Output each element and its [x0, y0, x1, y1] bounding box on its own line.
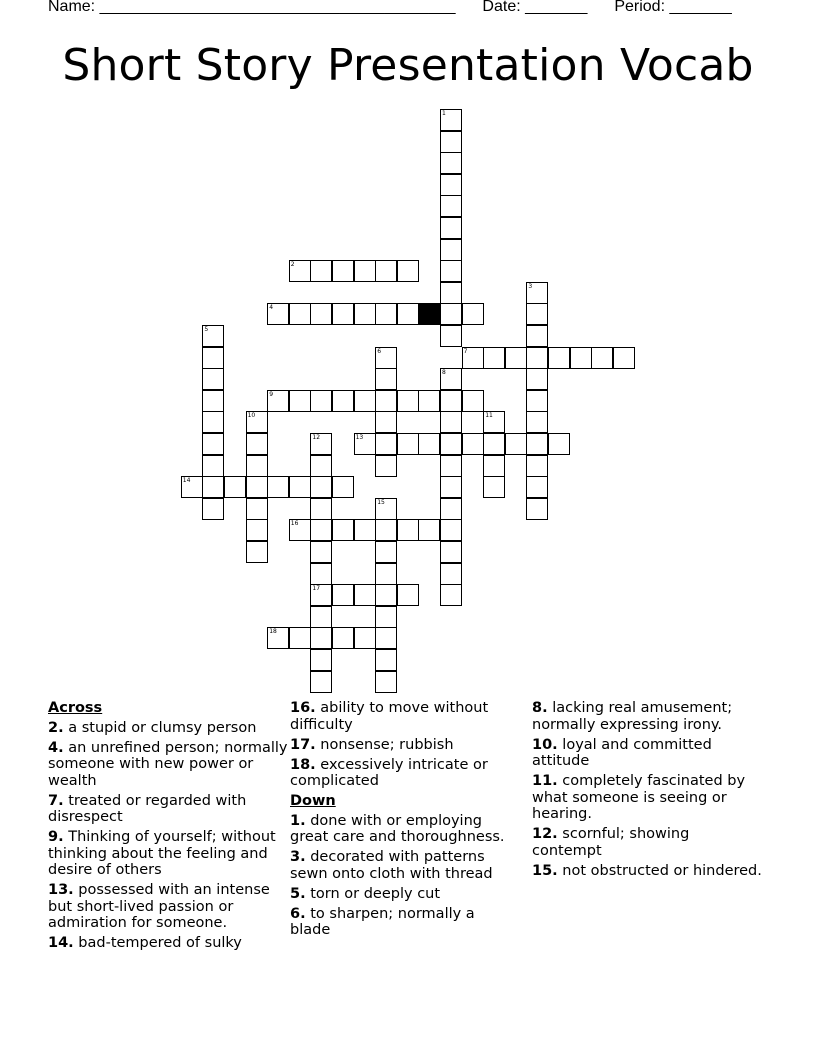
grid-cell[interactable]	[375, 303, 397, 325]
clue-column-3	[532, 700, 762, 883]
grid-cell[interactable]	[418, 433, 440, 455]
grid-cell[interactable]	[462, 303, 484, 325]
clue-across-14: 14. bad-tempered of sulky	[48, 935, 242, 951]
clue-column-2	[290, 700, 510, 942]
grid-cell[interactable]	[332, 476, 354, 498]
clue-number-label: 3	[528, 282, 533, 290]
grid-cell[interactable]	[440, 498, 462, 520]
grid-cell[interactable]	[310, 671, 332, 693]
grid-cell[interactable]	[613, 347, 635, 369]
grid-cell[interactable]	[310, 303, 332, 325]
period-field[interactable]: Period: _______	[614, 0, 732, 15]
grid-cell[interactable]	[289, 260, 311, 282]
name-field[interactable]: Name: ________________________________________	[48, 0, 456, 15]
clue-number-label: 10	[247, 412, 256, 420]
grid-cell[interactable]	[440, 325, 462, 347]
grid-cell[interactable]	[397, 519, 419, 541]
grid-cell[interactable]	[526, 455, 548, 477]
grid-cell[interactable]	[224, 476, 246, 498]
grid-cell[interactable]	[332, 519, 354, 541]
grid-cell[interactable]	[310, 476, 332, 498]
grid-cell[interactable]	[440, 541, 462, 563]
grid-cell[interactable]	[440, 433, 462, 455]
clue-down-5: 5. torn or deeply cut	[290, 885, 441, 902]
grid-cell[interactable]	[526, 347, 548, 369]
grid-cell[interactable]	[202, 476, 224, 498]
clue-across-13: 13. possessed with an intense but short-lived passion or admiration for someone.	[48, 882, 270, 931]
clue-across-16: 16. ability to move without difficulty	[290, 700, 489, 733]
grid-cell[interactable]	[397, 390, 419, 412]
grid-cell[interactable]	[375, 347, 397, 369]
grid-cell[interactable]	[354, 390, 376, 412]
grid-cell[interactable]	[440, 217, 462, 239]
grid-cell[interactable]	[505, 347, 527, 369]
grid-cell[interactable]	[310, 519, 332, 541]
grid-cell[interactable]	[354, 260, 376, 282]
clue-down-11: 11. completely fascinated by what someone is seeing or hearing.	[532, 773, 746, 822]
grid-cell[interactable]	[375, 627, 397, 649]
grid-cell[interactable]	[591, 347, 613, 369]
grid-cell[interactable]	[310, 627, 332, 649]
clue-across-7: 7. treated or regarded with disrespect	[48, 792, 247, 825]
grid-cell[interactable]	[246, 411, 268, 433]
grid-cell[interactable]	[483, 476, 505, 498]
grid-cell[interactable]	[375, 260, 397, 282]
grid-cell[interactable]	[375, 541, 397, 563]
grid-cell[interactable]	[267, 303, 289, 325]
grid-cell[interactable]	[397, 260, 419, 282]
grid-cell[interactable]	[354, 433, 376, 455]
grid-cell[interactable]	[526, 368, 548, 390]
grid-cell[interactable]	[310, 563, 332, 585]
clue-down-15: 15. not obstructed or hindered.	[532, 862, 762, 879]
grid-cell[interactable]	[440, 563, 462, 585]
grid-cell[interactable]	[462, 347, 484, 369]
clue-across-4: 4. an unrefined person; normally someone with new power or wealth	[48, 739, 288, 789]
grid-cell[interactable]	[397, 433, 419, 455]
clue-column-1	[48, 700, 288, 955]
grid-cell[interactable]	[267, 627, 289, 649]
grid-cell[interactable]	[505, 433, 527, 455]
grid-cell[interactable]	[310, 455, 332, 477]
grid-cell[interactable]	[354, 303, 376, 325]
grid-cell[interactable]	[375, 455, 397, 477]
grid-cell[interactable]	[548, 433, 570, 455]
grid-cell[interactable]	[440, 519, 462, 541]
grid-cell[interactable]	[375, 563, 397, 585]
grid-cell[interactable]	[310, 606, 332, 628]
grid-cell[interactable]	[246, 519, 268, 541]
grid-cell[interactable]	[332, 260, 354, 282]
grid-cell[interactable]	[440, 239, 462, 261]
grid-cell[interactable]	[440, 174, 462, 196]
page-title: Short Story Presentation Vocab	[62, 40, 754, 91]
grid-cell[interactable]	[267, 390, 289, 412]
clue-number-label: 1	[442, 110, 446, 117]
grid-cell[interactable]	[202, 325, 224, 347]
grid-cell[interactable]	[483, 411, 505, 433]
grid-cell[interactable]	[375, 584, 397, 606]
grid-cell[interactable]	[440, 260, 462, 282]
clue-down-3: 3. decorated with patterns sewn onto cloth with thread	[290, 849, 493, 882]
grid-cell[interactable]	[202, 390, 224, 412]
down-heading: Down	[290, 793, 336, 809]
clue-down-1: 1. done with or employing great care and thoroughness.	[290, 812, 505, 845]
grid-cell[interactable]	[354, 519, 376, 541]
grid-cell[interactable]	[418, 519, 440, 541]
grid-cell[interactable]	[246, 498, 268, 520]
grid-cell[interactable]	[375, 519, 397, 541]
grid-cell[interactable]	[548, 347, 570, 369]
clue-number-label: 11	[485, 412, 493, 420]
grid-cell[interactable]	[246, 476, 268, 498]
clue-number-label: 14	[182, 477, 191, 485]
grid-cell[interactable]	[202, 498, 224, 520]
grid-cell[interactable]	[246, 541, 268, 563]
grid-cell[interactable]	[332, 390, 354, 412]
grid-cell[interactable]	[483, 455, 505, 477]
grid-cell[interactable]	[289, 390, 311, 412]
grid-cell[interactable]	[440, 303, 462, 325]
grid-cell[interactable]	[375, 390, 397, 412]
clue-across-18: 18. excessively intricate or complicated	[290, 756, 488, 789]
grid-cell[interactable]	[526, 390, 548, 412]
grid-block-cell	[418, 303, 440, 325]
grid-cell[interactable]	[354, 627, 376, 649]
grid-cell[interactable]	[526, 325, 548, 347]
clue-down-8: 8. lacking real amusement; normally expressing irony.	[532, 700, 733, 733]
grid-cell[interactable]	[440, 584, 462, 606]
grid-cell[interactable]	[440, 152, 462, 174]
grid-cell[interactable]	[526, 411, 548, 433]
grid-cell[interactable]	[310, 260, 332, 282]
grid-cell[interactable]	[526, 282, 548, 304]
grid-cell[interactable]	[246, 455, 268, 477]
grid-cell[interactable]	[397, 584, 419, 606]
grid-cell[interactable]	[440, 476, 462, 498]
grid-cell[interactable]	[570, 347, 592, 369]
grid-cell[interactable]	[354, 584, 376, 606]
clue-across-2: 2. a stupid or clumsy person	[48, 719, 257, 736]
clue-across-17: 17. nonsense; rubbish	[290, 736, 454, 753]
clue-down-12: 12. scornful; showing contempt	[532, 826, 690, 859]
grid-cell[interactable]	[332, 584, 354, 606]
grid-cell[interactable]	[462, 433, 484, 455]
grid-cell[interactable]	[440, 411, 462, 433]
grid-cell[interactable]	[440, 109, 462, 131]
grid-cell[interactable]	[375, 411, 397, 433]
grid-cell[interactable]	[202, 455, 224, 477]
grid-cell[interactable]	[202, 347, 224, 369]
grid-cell[interactable]	[526, 498, 548, 520]
grid-cell[interactable]	[289, 519, 311, 541]
grid-cell[interactable]	[462, 390, 484, 412]
clue-number-label: 16	[290, 520, 299, 528]
grid-cell[interactable]	[526, 433, 548, 455]
grid-cell[interactable]	[483, 347, 505, 369]
clue-number-label: 6	[377, 347, 382, 355]
clue-across-9: 9. Thinking of yourself; without thinking about the feeling and desire of others	[48, 829, 276, 878]
grid-cell[interactable]	[289, 476, 311, 498]
grid-cell[interactable]	[375, 671, 397, 693]
grid-cell[interactable]	[310, 541, 332, 563]
clue-number-label: 12	[312, 434, 321, 441]
grid-cell[interactable]	[375, 368, 397, 390]
across-heading: Across	[48, 700, 103, 716]
clue-number-label: 9	[269, 390, 274, 398]
grid-cell[interactable]	[440, 368, 462, 390]
grid-cell[interactable]	[202, 411, 224, 433]
clue-number-label: 18	[269, 628, 277, 636]
grid-cell[interactable]	[332, 303, 354, 325]
grid-cell[interactable]	[440, 455, 462, 477]
clue-number-label: 17	[312, 585, 321, 593]
clue-number-label: 4	[269, 304, 274, 312]
grid-cell[interactable]	[332, 627, 354, 649]
clue-number-label: 5	[204, 326, 209, 333]
grid-cell[interactable]	[526, 476, 548, 498]
grid-cell[interactable]	[397, 303, 419, 325]
grid-cell[interactable]	[289, 627, 311, 649]
grid-cell[interactable]	[310, 498, 332, 520]
grid-cell[interactable]	[202, 433, 224, 455]
clue-number-label: 8	[442, 369, 446, 377]
grid-cell[interactable]	[418, 390, 440, 412]
grid-cell[interactable]	[289, 303, 311, 325]
grid-cell[interactable]	[483, 433, 505, 455]
clue-number-label: 2	[290, 261, 295, 269]
clue-number-label: 7	[463, 347, 468, 355]
grid-cell[interactable]	[375, 498, 397, 520]
grid-cell[interactable]	[375, 433, 397, 455]
grid-cell[interactable]	[440, 390, 462, 412]
grid-cell[interactable]	[310, 390, 332, 412]
grid-cell[interactable]	[310, 584, 332, 606]
clue-number-label: 13	[355, 434, 364, 441]
grid-cell[interactable]	[181, 476, 203, 498]
grid-cell[interactable]	[310, 433, 332, 455]
grid-cell[interactable]	[267, 476, 289, 498]
grid-cell[interactable]	[375, 649, 397, 671]
grid-cell[interactable]	[440, 282, 462, 304]
date-field[interactable]: Date: _______	[482, 0, 588, 15]
grid-cell[interactable]	[246, 433, 268, 455]
grid-cell[interactable]	[375, 606, 397, 628]
grid-cell[interactable]	[440, 195, 462, 217]
grid-cell[interactable]	[526, 303, 548, 325]
grid-cell[interactable]	[202, 368, 224, 390]
clue-down-6: 6. to sharpen; normally a blade	[290, 905, 475, 938]
clue-number-label: 15	[377, 498, 385, 506]
grid-cell[interactable]	[310, 649, 332, 671]
grid-cell[interactable]	[440, 131, 462, 153]
clue-down-10: 10. loyal and committed attitude	[532, 736, 712, 769]
